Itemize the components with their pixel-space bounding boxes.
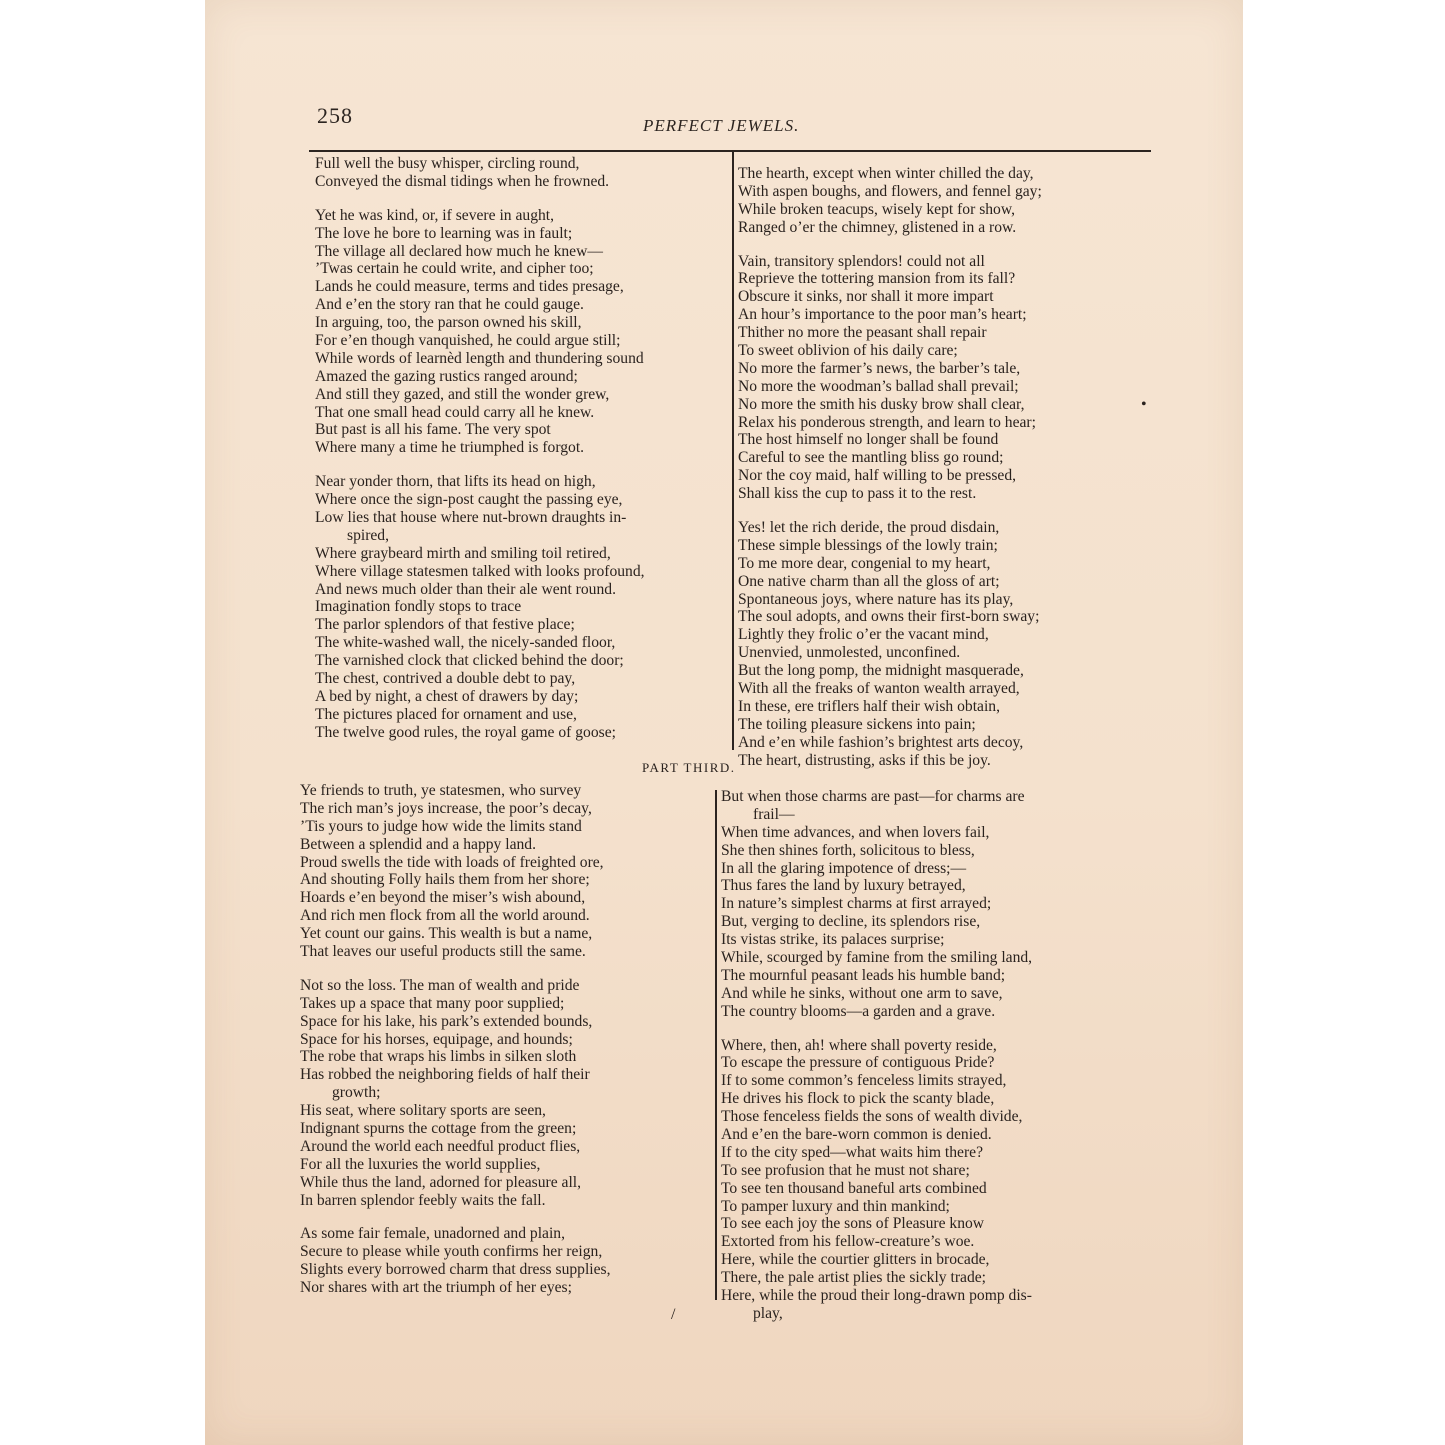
verse-line: As some fair female, unadorned and plain, [300,1225,566,1243]
verse-line: But when those charms are past—for charms are [721,788,1025,805]
stanza [300,1225,611,1297]
verse-line: While words of learnèd length and thundering sound [315,349,644,367]
verse-line: And rich men flock from all the world around. [300,907,590,925]
verse-line: With aspen boughs, and flowers, and fennel gay; [738,182,1042,200]
verse-line: spired, [347,526,390,544]
column-bottom-left [300,782,611,1297]
verse-line: The toiling pleasure sickens into pain; [738,715,976,733]
verse-line: But, verging to decline, its splendors rise, [721,913,981,931]
verse-line: Amazed the gazing rustics ranged around; [315,367,578,385]
stanza [315,473,645,741]
verse-line: Yet he was kind, or, if severe in aught, [315,206,555,224]
verse-line: In barren splendor feebly waits the fall. [300,1191,546,1209]
verse-line: Ye friends to truth, ye statesmen, who survey [300,782,582,799]
verse-line: Where many a time he triumphed is forgot. [315,439,585,457]
verse-line: No more the farmer’s news, the barber’s tale, [738,359,1021,377]
verse-line: Vain, transitory splendors! could not all [738,252,985,270]
verse-line: In arguing, too, the parson owned his skill, [315,314,582,332]
verse-line: Where graybeard mirth and smiling toil retired, [315,544,611,562]
verse-line: Has robbed the neighboring fields of half their [300,1066,590,1084]
verse-line: And news much older than their ale went round. [315,580,616,598]
pencil-stroke-mark: / [671,1306,676,1323]
verse-line: For all the luxuries the world supplies, [300,1155,541,1173]
verse-line: That leaves our useful products still the same. [300,943,586,961]
verse-line: Space for his lake, his park’s extended bounds, [300,1012,593,1030]
verse-line: Proud swells the tide with loads of freighted ore, [300,853,604,871]
verse-line: Its vistas strike, its palaces surprise; [721,931,945,949]
verse-line: His seat, where solitary sports are seen, [300,1102,546,1120]
verse-line: To see each joy the sons of Pleasure know [721,1215,985,1233]
verse-line: One native charm than all the gloss of art; [738,572,1000,590]
verse-line: To pamper luxury and thin mankind; [721,1197,950,1215]
verse-line: Slights every borrowed charm that dress supplies, [300,1261,611,1279]
verse-line: Relax his ponderous strength, and learn to hear; [738,413,1036,431]
verse-line: In nature’s simplest charms at first arrayed; [721,895,992,913]
column-divider-bottom [715,790,717,1300]
verse-line: The pictures placed for ornament and use, [315,705,577,723]
verse-line: These simple blessings of the lowly train; [738,536,998,554]
verse-line: But the long pomp, the midnight masquerade, [738,662,1024,680]
verse-line: Where once the sign-post caught the passing eye, [315,491,623,509]
stanza [315,207,645,457]
verse-line: Takes up a space that many poor supplied; [300,994,565,1012]
verse-line: When time advances, and when lovers fail, [721,823,990,841]
ink-dot-mark: • [1141,396,1147,413]
verse-line: Space for his horses, equipage, and hounds; [300,1030,573,1048]
stanza [300,782,611,961]
verse-line: The robe that wraps his limbs in silken sloth [300,1048,577,1066]
verse-line: Indignant spurns the cottage from the green; [300,1120,577,1138]
verse-line: Thither no more the peasant shall repair [738,324,987,342]
verse-line: The chest, contrived a double debt to pay, [315,670,576,688]
running-title: PERFECT JEWELS. [643,116,800,135]
verse-line: For e’en though vanquished, he could argue still; [315,332,621,350]
verse-line: The mournful peasant leads his humble band; [721,966,1006,984]
verse-line: And shouting Folly hails them from her shore; [300,871,590,889]
verse-line: Low lies that house where nut-brown draughts in- [315,509,627,527]
column-divider-top [732,152,734,750]
verse-line: The rich man’s joys increase, the poor’s decay, [300,799,592,817]
verse-line: Not so the loss. The man of wealth and pride [300,976,580,994]
verse-line: A bed by night, a chest of drawers by day; [315,687,579,705]
verse-line: And e’en while fashion’s brightest arts decoy, [738,733,1024,751]
verse-line: The heart, distrusting, asks if this be joy. [738,751,991,769]
verse-line: To me more dear, congenial to my heart, [738,554,991,572]
verse-line: Where village statesmen talked with looks profound, [315,562,645,580]
verse-line: To see profusion that he must not share; [721,1161,970,1179]
stanza [738,253,1042,503]
column-top-left [315,155,645,742]
verse-line: ’Tis yours to judge how wide the limits stand [300,817,582,835]
stanza [300,977,611,1210]
verse-line: ’Twas certain he could write, and cipher too; [315,260,594,278]
verse-line: If to some common’s fenceless limits strayed, [721,1072,1007,1090]
verse-line: Hoards e’en beyond the miser’s wish abound, [300,889,586,907]
stanza [738,519,1042,769]
verse-line: Around the world each needful product flies, [300,1137,581,1155]
column-bottom-right [721,788,1032,1323]
verse-line: The hearth, except when winter chilled the day, [738,165,1034,182]
verse-line: There, the pale artist plies the sickly trade; [721,1269,986,1287]
verse-line: While broken teacups, wisely kept for show, [738,200,1016,218]
section-title: PART THIRD. [642,760,736,775]
stanza [721,788,1032,1021]
verse-line: While, scourged by famine from the smiling land, [721,949,1033,967]
verse-line: To escape the pressure of contiguous Pride? [721,1054,995,1072]
verse-line: To see ten thousand baneful arts combined [721,1179,987,1197]
verse-line: While thus the land, adorned for pleasure all, [300,1173,582,1191]
verse-line: And e’en the story ran that he could gauge. [315,296,584,314]
verse-line: The love he bore to learning was in fault; [315,224,573,242]
verse-line: Nor the coy maid, half willing to be pressed, [738,467,1017,485]
verse-line: Careful to see the mantling bliss go round; [738,449,1004,467]
verse-line: Ranged o’er the chimney, glistened in a row. [738,218,1017,236]
verse-line: Spontaneous joys, where nature has its play, [738,590,1014,608]
verse-line: In all the glaring impotence of dress;— [721,859,967,877]
verse-line: Secure to please while youth confirms her reign, [300,1243,603,1261]
stanza [721,1037,1032,1323]
stanza [738,165,1042,237]
verse-line: Yet count our gains. This wealth is but a name, [300,925,593,943]
verse-line: He drives his flock to pick the scanty blade, [721,1090,995,1108]
verse-line: Where, then, ah! where shall poverty reside, [721,1036,997,1054]
verse-line: And still they gazed, and still the wonder grew, [315,385,610,403]
verse-line: The varnished clock that clicked behind the door; [315,652,624,670]
verse-line: play, [753,1304,783,1322]
verse-line: No more the smith his dusky brow shall clear, [738,395,1025,413]
verse-line: Between a splendid and a happy land. [300,835,537,853]
stanza [315,155,645,191]
column-top-right [738,165,1042,770]
verse-line: Reprieve the tottering mansion from its fall? [738,270,1016,288]
verse-line: No more the woodman’s ballad shall prevail; [738,377,1019,395]
verse-line: Thus fares the land by luxury betrayed, [721,877,966,895]
verse-line: growth; [332,1084,381,1102]
verse-line: The parlor splendors of that festive place; [315,616,575,634]
verse-line: Full well the busy whisper, circling round, [315,155,580,172]
header-rule [309,150,1151,152]
verse-line: Imagination fondly stops to trace [315,598,522,616]
verse-line: Obscure it sinks, nor shall it more impart [738,288,994,306]
verse-line: frail— [753,805,795,823]
verse-line: Nor shares with art the triumph of her eyes; [300,1279,572,1297]
verse-line: The soul adopts, and owns their first-born sway; [738,608,1040,626]
verse-line: Lightly they frolic o’er the vacant mind, [738,626,989,644]
verse-line: And while he sinks, without one arm to save, [721,984,1003,1002]
verse-line: And e’en the bare-worn common is denied. [721,1126,992,1144]
verse-line: The host himself no longer shall be found [738,431,999,449]
verse-line: She then shines forth, solicitous to bless, [721,841,975,859]
verse-line: Lands he could measure, terms and tides presage, [315,278,624,296]
verse-line: Those fenceless fields the sons of wealth divide, [721,1108,1023,1126]
verse-line: But past is all his fame. The very spot [315,421,551,439]
verse-line: With all the freaks of wanton wealth arrayed, [738,680,1020,698]
verse-line: The white-washed wall, the nicely-sanded floor, [315,634,616,652]
verse-line: Yes! let the rich deride, the proud disdain, [738,519,1000,537]
verse-line: Shall kiss the cup to pass it to the rest. [738,485,977,503]
verse-line: The village all declared how much he knew— [315,242,603,260]
verse-line: Conveyed the dismal tidings when he frowned. [315,172,610,190]
book-page [205,0,1243,1445]
verse-line: An hour’s importance to the poor man’s heart; [738,306,1027,324]
verse-line: The country blooms—a garden and a grave. [721,1002,996,1020]
verse-line: That one small head could carry all he knew. [315,403,595,421]
verse-line: In these, ere triflers half their wish obtain, [738,697,1000,715]
verse-line: Near yonder thorn, that lifts its head on high, [315,473,596,491]
verse-line: If to the city sped—what waits him there? [721,1143,983,1161]
verse-line: Here, while the courtier glitters in brocade, [721,1251,990,1269]
page-number: 258 [317,103,353,128]
verse-line: To sweet oblivion of his daily care; [738,342,958,360]
verse-line: Extorted from his fellow-creature’s woe. [721,1233,975,1251]
verse-line: The twelve good rules, the royal game of goose; [315,723,616,741]
verse-line: Unenvied, unmolested, unconfined. [738,644,961,662]
verse-line: Here, while the proud their long-drawn pomp dis- [721,1287,1032,1305]
